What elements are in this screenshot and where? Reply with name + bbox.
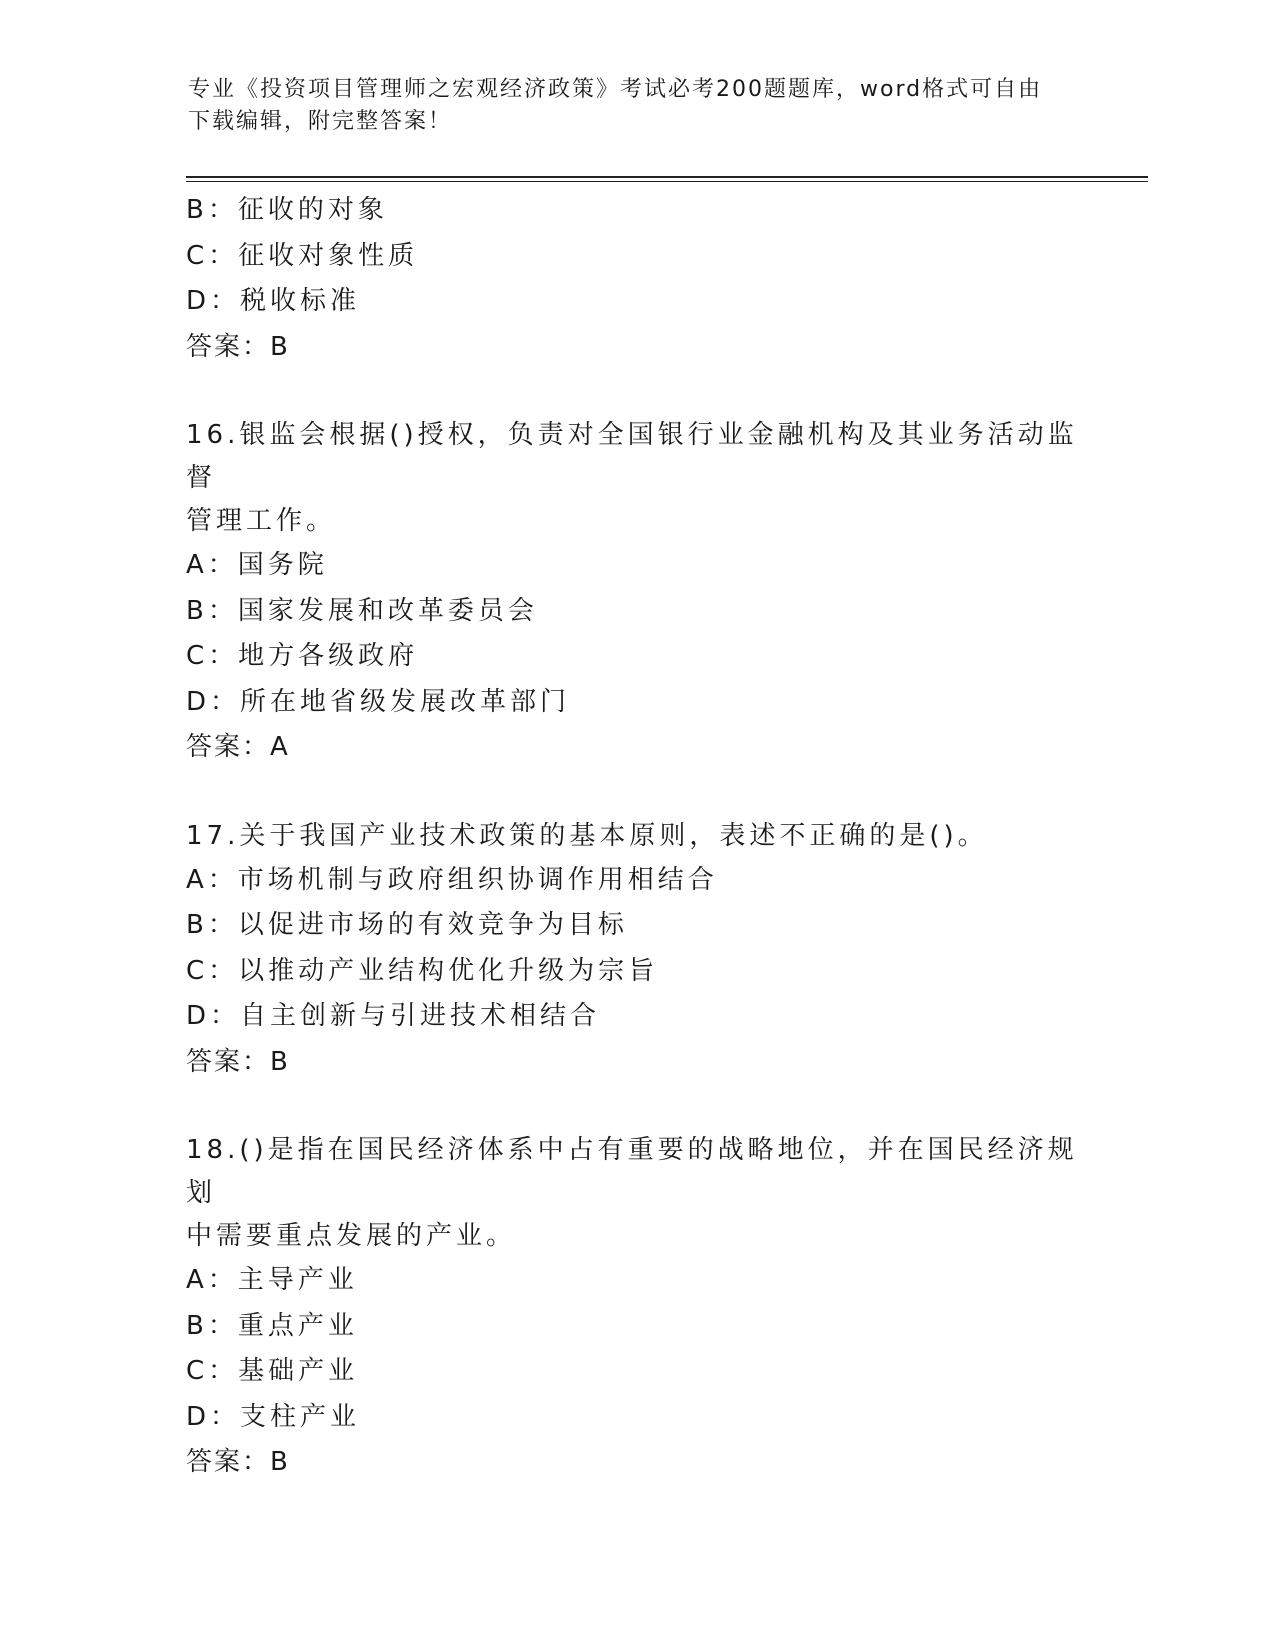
answer: 答案：B bbox=[186, 1046, 290, 1077]
header-line-2: 下载编辑，附完整答案！ bbox=[188, 109, 453, 134]
option-c: C：基础产业 bbox=[186, 1356, 359, 1386]
question-15-continued bbox=[186, 188, 1086, 370]
spacer bbox=[186, 771, 1086, 815]
question-stem-line-2: 中需要重点发展的产业。 bbox=[186, 1221, 517, 1251]
option-a: A：主导产业 bbox=[186, 1265, 358, 1295]
question-stem-line-1: 18.()是指在国民经济体系中占有重要的战略地位，并在国民经济规划 bbox=[186, 1135, 1078, 1208]
option-c: C：征收对象性质 bbox=[186, 240, 419, 271]
option-b: B：重点产业 bbox=[186, 1310, 358, 1341]
option-d: D：支柱产业 bbox=[186, 1401, 361, 1432]
document-body bbox=[186, 188, 1086, 1486]
answer: 答案：A bbox=[186, 732, 290, 762]
header-rule-thin bbox=[186, 181, 1148, 182]
option-d: D：自主创新与引进技术相结合 bbox=[186, 1001, 601, 1031]
option-b: B：以促进市场的有效竞争为目标 bbox=[186, 910, 628, 940]
header-rule-thick bbox=[186, 176, 1148, 178]
answer: 答案：B bbox=[186, 1447, 290, 1477]
question-stem-line-1: 17.关于我国产业技术政策的基本原则，表述不正确的是()。 bbox=[186, 820, 988, 851]
question-stem-line-1: 16.银监会根据()授权，负责对全国银行业金融机构及其业务活动监督 bbox=[186, 420, 1078, 493]
question-stem-line-2: 管理工作。 bbox=[186, 506, 337, 536]
header-line-1: 专业《投资项目管理师之宏观经济政策》考试必考200题题库，word格式可自由 bbox=[188, 77, 1043, 102]
option-d: D：所在地省级发展改革部门 bbox=[186, 686, 571, 717]
answer: 答案：B bbox=[186, 331, 290, 362]
option-b: B：征收的对象 bbox=[186, 195, 388, 225]
question-17 bbox=[186, 815, 1086, 1086]
option-d: D：税收标准 bbox=[186, 286, 361, 316]
option-b: B：国家发展和改革委员会 bbox=[186, 595, 538, 626]
option-a: A：国务院 bbox=[186, 550, 328, 580]
option-a: A：市场机制与政府组织协调作用相结合 bbox=[186, 864, 718, 895]
document-header bbox=[188, 74, 1088, 138]
spacer bbox=[186, 1085, 1086, 1129]
question-16 bbox=[186, 414, 1086, 771]
question-18 bbox=[186, 1129, 1086, 1486]
spacer bbox=[186, 370, 1086, 414]
option-c: C：以推动产业结构优化升级为宗旨 bbox=[186, 955, 659, 986]
option-c: C：地方各级政府 bbox=[186, 641, 419, 671]
